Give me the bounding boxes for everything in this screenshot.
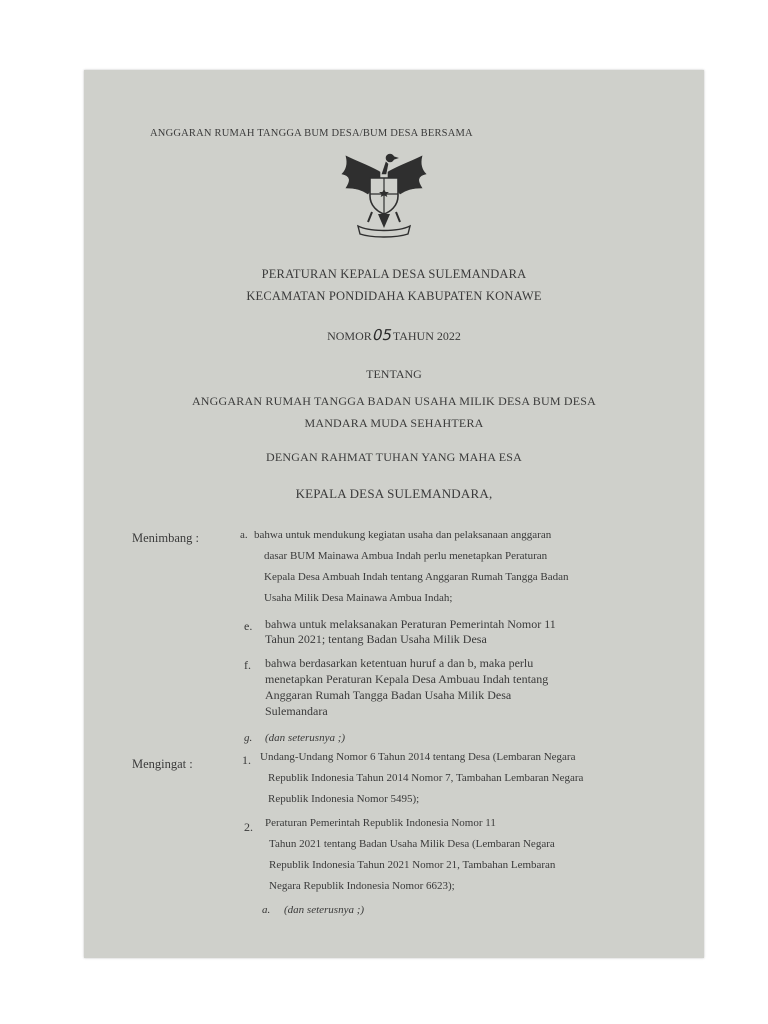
menimbang-f-line-4: Sulemandara <box>265 704 328 718</box>
number-prefix: NOMOR <box>327 329 372 343</box>
top-header: ANGGARAN RUMAH TANGGA BUM DESA/BUM DESA BERSAMA <box>150 128 473 139</box>
menimbang-f-line-3: Anggaran Rumah Tangga Badan Usaha Milik Desa <box>265 688 512 702</box>
mengingat-label: Mengingat : <box>132 757 193 771</box>
menimbang-a-line-1: bahwa untuk mendukung kegiatan usaha dan pelaksanaan anggaran <box>254 529 552 541</box>
mengingat-marker-1: 1. <box>242 753 251 767</box>
title-line-1: PERATURAN KEPALA DESA SULEMANDARA <box>261 267 527 281</box>
menimbang-label: Menimbang : <box>132 531 200 545</box>
mengingat-1-line-1: Undang-Undang Nomor 6 Tahun 2014 tentang Desa (Lembaran Negara <box>260 751 576 763</box>
menimbang-g-line-1: (dan seterusnya ;) <box>265 732 346 744</box>
menimbang-e-line-1: bahwa untuk melaksanakan Peraturan Pemerintah Nomor 11 <box>265 617 556 631</box>
document-number <box>84 326 704 344</box>
mengingat-marker-a: a. <box>262 904 271 916</box>
about-heading: TENTANG <box>366 367 422 381</box>
subject-line-2: MANDARA MUDA SEHAHTERA <box>304 416 484 430</box>
number-suffix: TAHUN 2022 <box>392 329 461 343</box>
subject-line-1: ANGGARAN RUMAH TANGGA BADAN USAHA MILIK DESA BUM DESA <box>191 394 597 408</box>
authority-line: KEPALA DESA SULEMANDARA, <box>295 486 493 501</box>
mengingat-2-line-2: Tahun 2021 tentang Badan Usaha Milik Desa (Lembaran Negara <box>269 838 555 850</box>
menimbang-f-line-2: menetapkan Peraturan Kepala Desa Ambuau Indah tentang <box>265 672 549 686</box>
mengingat-1-line-3: Republik Indonesia Nomor 5495); <box>268 793 420 805</box>
number-handwritten: 05 <box>370 326 394 344</box>
mengingat-a-line-1: (dan seterusnya ;) <box>284 904 365 916</box>
mengingat-marker-2: 2. <box>244 820 253 834</box>
document-page <box>84 70 704 958</box>
grace-line: DENGAN RAHMAT TUHAN YANG MAHA ESA <box>265 450 523 464</box>
menimbang-marker-a: a. <box>240 529 248 541</box>
menimbang-marker-e: e. <box>244 619 253 633</box>
menimbang-e-line-2: Tahun 2021; tentang Badan Usaha Milik Desa <box>265 632 487 646</box>
garuda-emblem-icon <box>334 148 434 240</box>
mengingat-2-line-1: Peraturan Pemerintah Republik Indonesia Nomor 11 <box>265 817 496 829</box>
mengingat-2-line-3: Republik Indonesia Tahun 2021 Nomor 21, Tambahan Lembaran <box>269 859 556 871</box>
mengingat-1-line-2: Republik Indonesia Tahun 2014 Nomor 7, Tambahan Lembaran Negara <box>268 772 584 784</box>
menimbang-f-line-1: bahwa berdasarkan ketentuan huruf a dan b, maka perlu <box>265 656 534 670</box>
menimbang-marker-g: g. <box>244 732 253 744</box>
mengingat-2-line-4: Negara Republik Indonesia Nomor 6623); <box>269 880 455 892</box>
menimbang-a-line-3: Kepala Desa Ambuah Indah tentang Anggaran Rumah Tangga Badan <box>264 571 569 583</box>
menimbang-a-line-2: dasar BUM Mainawa Ambua Indah perlu menetapkan Peraturan <box>264 550 548 562</box>
menimbang-marker-f: f. <box>244 658 251 672</box>
menimbang-a-line-4: Usaha Milik Desa Mainawa Ambua Indah; <box>264 592 453 604</box>
title-line-2: KECAMATAN PONDIDAHA KABUPATEN KONAWE <box>246 289 542 303</box>
